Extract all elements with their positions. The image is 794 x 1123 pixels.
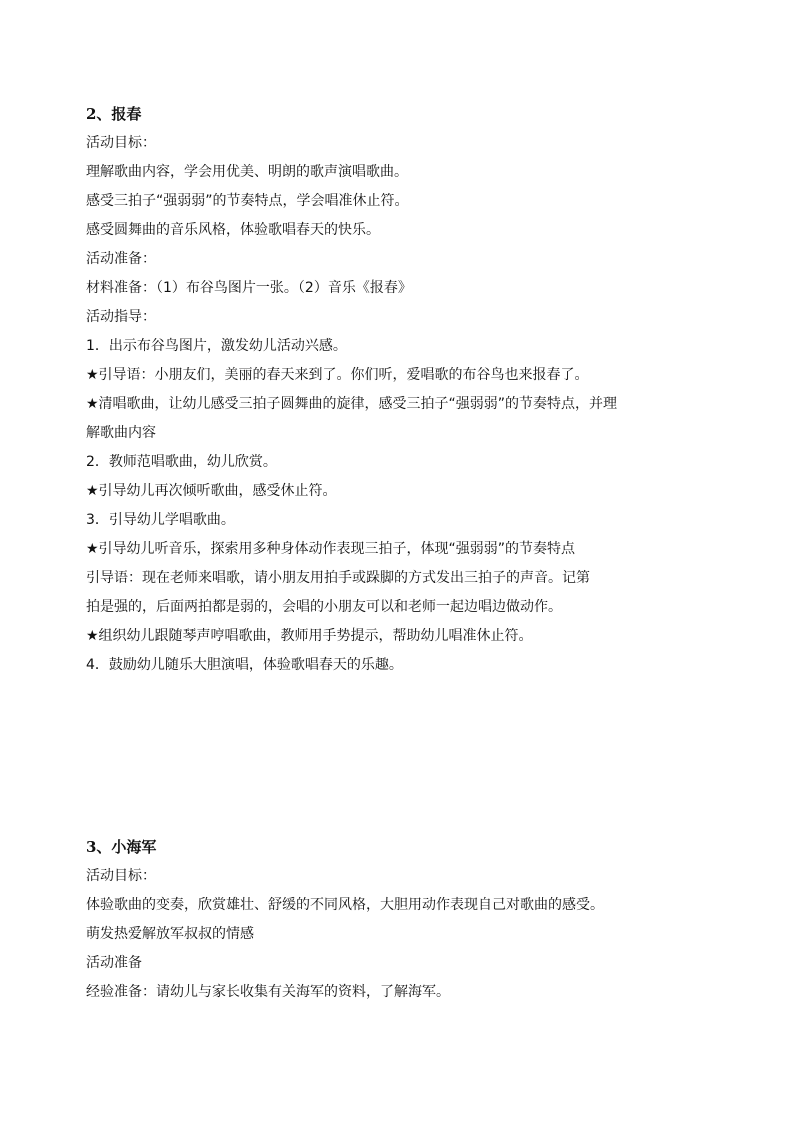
paragraph-line: 2．教师范唱歌曲，幼儿欣赏。 <box>86 454 277 470</box>
paragraph-line: ★引导幼儿再次倾听歌曲，感受休止符。 <box>86 483 337 499</box>
paragraph-line: 拍是强的，后面两拍都是弱的，会唱的小朋友可以和老师一起边唱边做动作。 <box>86 599 562 615</box>
paragraph-line: 经验准备：请幼儿与家长收集有关海军的资料，了解海军。 <box>86 984 450 1000</box>
paragraph-line: 1．出示布谷鸟图片，激发幼儿活动兴感。 <box>86 338 347 354</box>
paragraph-line: ★组织幼儿跟随琴声哼唱歌曲，教师用手势提示，帮助幼儿唱准休止符。 <box>86 628 533 644</box>
paragraph-line: 感受圆舞曲的音乐风格，体验歌唱春天的快乐。 <box>86 222 380 238</box>
paragraph-line: 体验歌曲的变奏，欣赏雄壮、舒缓的不同风格，大胆用动作表现自己对歌曲的感受。 <box>86 897 604 913</box>
section-heading: 3、小海军 <box>86 838 157 856</box>
paragraph-line: 材料准备：（1）布谷鸟图片一张。（2）音乐《报春》 <box>86 280 412 296</box>
section-heading: 2、报春 <box>86 105 142 123</box>
paragraph-line: 活动目标： <box>86 868 156 884</box>
paragraph-line: 解歌曲内容 <box>86 425 156 441</box>
paragraph-line: 理解歌曲内容，学会用优美、明朗的歌声演唱歌曲。 <box>86 164 408 180</box>
paragraph-line: 活动准备 <box>86 955 142 971</box>
paragraph-line: 活动目标： <box>86 135 156 151</box>
paragraph-line: ★清唱歌曲，让幼儿感受三拍子圆舞曲的旋律，感受三拍子“强弱弱”的节奏特点，并理 <box>86 396 618 412</box>
paragraph-line: 活动准备： <box>86 251 156 267</box>
paragraph-line: 4．鼓励幼儿随乐大胆演唱，体验歌唱春天的乐趣。 <box>86 657 403 673</box>
section-baochun <box>86 100 726 680</box>
paragraph-line: ★引导幼儿听音乐，探索用多种身体动作表现三拍子，体现“强弱弱”的节奏特点 <box>86 541 576 557</box>
paragraph-line: 3．引导幼儿学唱歌曲。 <box>86 512 235 528</box>
paragraph-line: 引导语：现在老师来唱歌，请小朋友用拍手或跺脚的方式发出三拍子的声音。记第 <box>86 570 590 586</box>
paragraph-line: 活动指导： <box>86 309 156 325</box>
paragraph-line: ★引导语：小朋友们，美丽的春天来到了。你们听，爱唱歌的布谷鸟也来报春了。 <box>86 367 589 383</box>
paragraph-line: 萌发热爱解放军叔叔的情感 <box>86 926 254 942</box>
paragraph-line: 感受三拍子“强弱弱”的节奏特点，学会唱准休止符。 <box>86 193 409 209</box>
section-xiaohaijun <box>86 833 726 1007</box>
